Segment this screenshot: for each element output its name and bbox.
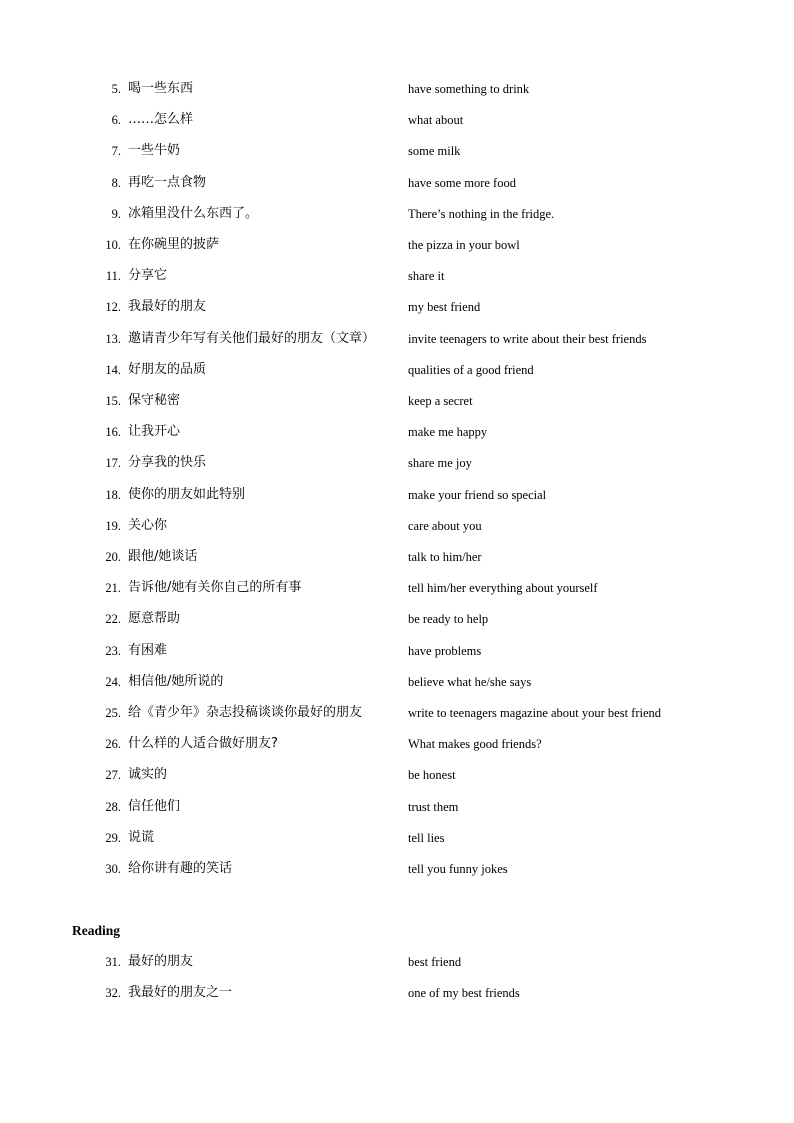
item-number: 32. (105, 986, 121, 1001)
english-phrase: best friend (408, 955, 462, 969)
english-phrase: what about (408, 113, 464, 128)
list-item (0, 139, 794, 163)
english-phrase: tell you funny jokes (408, 862, 508, 876)
english-phrase: What makes good friends? (408, 737, 542, 752)
list-item (0, 295, 794, 319)
chinese-phrase: 什么样的人适合做好朋友? (128, 736, 278, 752)
english-phrase: share it (408, 269, 445, 284)
list-item (0, 826, 794, 850)
item-number: 22. (105, 612, 121, 627)
item-number: 19. (105, 518, 121, 533)
item-number: 12. (105, 300, 121, 315)
item-number: 25. (105, 706, 121, 720)
list-item (0, 327, 794, 351)
chinese-phrase: 一些牛奶 (128, 143, 181, 159)
chinese-phrase: 保守秘密 (128, 393, 181, 408)
item-number: 30. (105, 862, 121, 876)
english-phrase: make me happy (408, 425, 488, 440)
chinese-phrase: 在你碗里的披萨 (128, 237, 220, 252)
section-title-reading: Reading (72, 923, 121, 938)
item-number: 28. (105, 799, 121, 814)
list-item (0, 732, 794, 756)
list-item (0, 483, 794, 507)
chinese-phrase: 有困难 (128, 642, 168, 658)
chinese-phrase: 相信他/她所说的 (128, 673, 224, 689)
chinese-phrase: 给《青少年》杂志投稿谈谈你最好的朋友 (128, 705, 363, 720)
english-phrase: have something to drink (408, 82, 530, 96)
item-number: 23. (105, 643, 121, 658)
english-phrase: write to teenagers magazine about your best friend (408, 706, 662, 720)
list-item (0, 576, 794, 600)
list-item (0, 108, 794, 132)
item-number: 11. (105, 269, 121, 284)
item-number: 14. (105, 362, 121, 377)
chinese-phrase: 诚实的 (128, 767, 168, 783)
english-phrase: be honest (408, 768, 456, 783)
english-phrase: some milk (408, 144, 461, 159)
chinese-phrase: 跟他/她谈话 (128, 549, 198, 564)
chinese-phrase: 给你讲有趣的笑话 (128, 861, 233, 876)
chinese-phrase: ……怎么样 (128, 112, 194, 128)
chinese-phrase: 信任他们 (128, 798, 181, 814)
english-phrase: trust them (408, 799, 459, 814)
item-number: 16. (105, 425, 121, 440)
item-number: 26. (105, 737, 121, 752)
list-item (0, 202, 794, 226)
list-item (0, 389, 794, 413)
chinese-phrase: 邀请青少年写有关他们最好的朋友（文章） (128, 330, 376, 346)
item-number: 17. (105, 456, 121, 471)
chinese-phrase: 我最好的朋友之一 (128, 985, 233, 1001)
english-phrase: tell lies (408, 830, 445, 845)
list-item (0, 981, 794, 1005)
english-phrase: one of my best friends (408, 986, 520, 1001)
english-phrase: have some more food (408, 175, 516, 190)
chinese-phrase: 好朋友的品质 (128, 361, 207, 377)
item-number: 29. (105, 830, 121, 845)
chinese-phrase: 我最好的朋友 (128, 299, 207, 315)
chinese-phrase: 最好的朋友 (128, 954, 194, 969)
chinese-phrase: 再吃一点食物 (128, 174, 207, 190)
english-phrase: have problems (408, 643, 482, 658)
english-phrase: talk to him/her (408, 550, 482, 564)
list-item (0, 857, 794, 881)
chinese-phrase: 分享我的快乐 (128, 455, 207, 471)
english-phrase: my best friend (408, 300, 481, 315)
list-item (0, 795, 794, 819)
chinese-phrase: 分享它 (128, 268, 168, 284)
list-item (0, 358, 794, 382)
list-item (0, 451, 794, 475)
chinese-phrase: 喝一些东西 (128, 81, 194, 96)
chinese-phrase: 说谎 (128, 829, 155, 845)
chinese-phrase: 让我开心 (128, 424, 181, 440)
item-number: 20. (105, 550, 121, 564)
list-item (0, 701, 794, 725)
list-item (0, 171, 794, 195)
english-phrase: share me joy (408, 456, 472, 471)
item-number: 15. (105, 394, 121, 408)
list-item (0, 607, 794, 631)
list-item (0, 763, 794, 787)
list-item (0, 670, 794, 694)
item-number: 24. (105, 674, 121, 689)
english-phrase: keep a secret (408, 394, 473, 408)
item-number: 8. (111, 175, 121, 190)
item-number: 31. (105, 955, 121, 969)
list-item (0, 950, 794, 974)
item-number: 6. (111, 113, 121, 128)
list-item (0, 420, 794, 444)
item-number: 7. (111, 144, 121, 159)
english-phrase: make your friend so special (408, 487, 547, 502)
item-number: 9. (111, 206, 121, 221)
item-number: 18. (105, 487, 121, 502)
english-phrase: the pizza in your bowl (408, 238, 520, 252)
item-number: 10. (105, 238, 121, 252)
english-phrase: believe what he/she says (408, 674, 532, 689)
english-phrase: There’s nothing in the fridge. (408, 206, 555, 221)
chinese-phrase: 冰箱里没什么东西了。 (128, 205, 259, 221)
english-phrase: qualities of a good friend (408, 362, 534, 377)
item-number: 21. (105, 581, 121, 596)
list-item (0, 639, 794, 663)
list-item (0, 77, 794, 101)
chinese-phrase: 使你的朋友如此特别 (128, 486, 246, 502)
english-phrase: invite teenagers to write about their best friends (408, 331, 647, 346)
item-number: 27. (105, 768, 121, 783)
item-number: 13. (105, 331, 121, 346)
english-phrase: be ready to help (408, 612, 489, 627)
english-phrase: care about you (408, 518, 482, 533)
item-number: 5. (111, 82, 121, 96)
list-item (0, 233, 794, 257)
list-item (0, 514, 794, 538)
chinese-phrase: 告诉他/她有关你自己的所有事 (128, 580, 302, 596)
list-item (0, 545, 794, 569)
english-phrase: tell him/her everything about yourself (408, 581, 598, 596)
list-item (0, 264, 794, 288)
chinese-phrase: 关心你 (128, 517, 168, 533)
chinese-phrase: 愿意帮助 (128, 611, 181, 627)
